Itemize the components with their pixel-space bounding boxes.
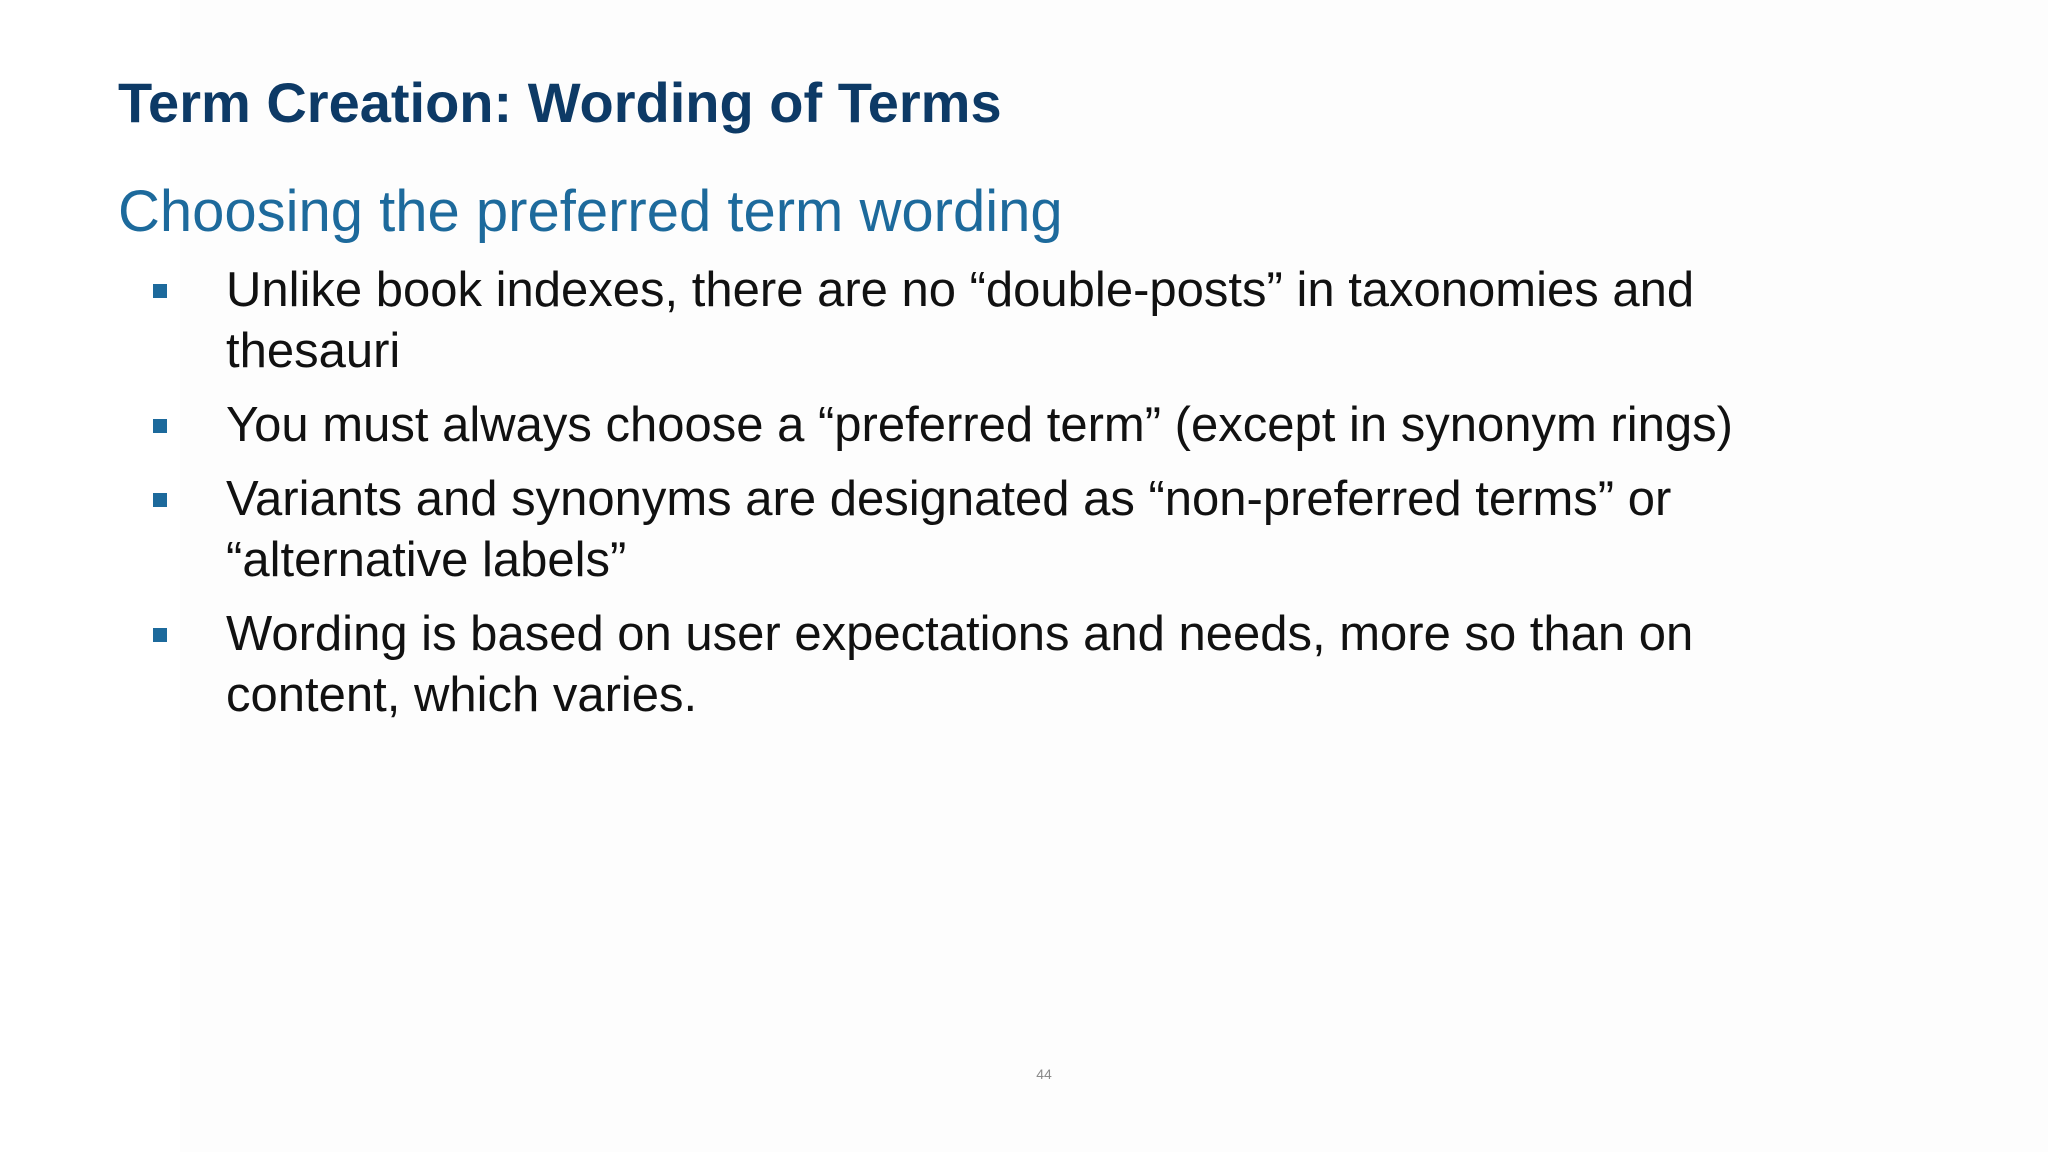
square-bullet-icon xyxy=(153,493,167,507)
bullet-text: Variants and synonyms are designated as “non-preferred terms” or “alternative labels” xyxy=(226,472,1672,587)
slide-title: Term Creation: Wording of Terms xyxy=(118,71,1002,134)
bullet-item xyxy=(0,604,1826,726)
square-bullet-icon xyxy=(153,284,167,298)
slide-subtitle: Choosing the preferred term wording xyxy=(118,179,1063,244)
square-bullet-icon xyxy=(153,419,167,433)
bullet-item xyxy=(0,469,1826,591)
bullet-list xyxy=(0,260,1900,739)
bullet-item xyxy=(0,395,1826,456)
bullet-item xyxy=(0,260,1826,382)
bullet-text: Wording is based on user expectations and needs, more so than on content, which varies. xyxy=(226,607,1694,722)
bullet-text: Unlike book indexes, there are no “double-posts” in taxonomies and thesauri xyxy=(226,263,1695,378)
bullet-text: You must always choose a “preferred term” (except in synonym rings) xyxy=(226,398,1733,452)
page-number: 44 xyxy=(1036,1066,1052,1082)
square-bullet-icon xyxy=(153,628,167,642)
